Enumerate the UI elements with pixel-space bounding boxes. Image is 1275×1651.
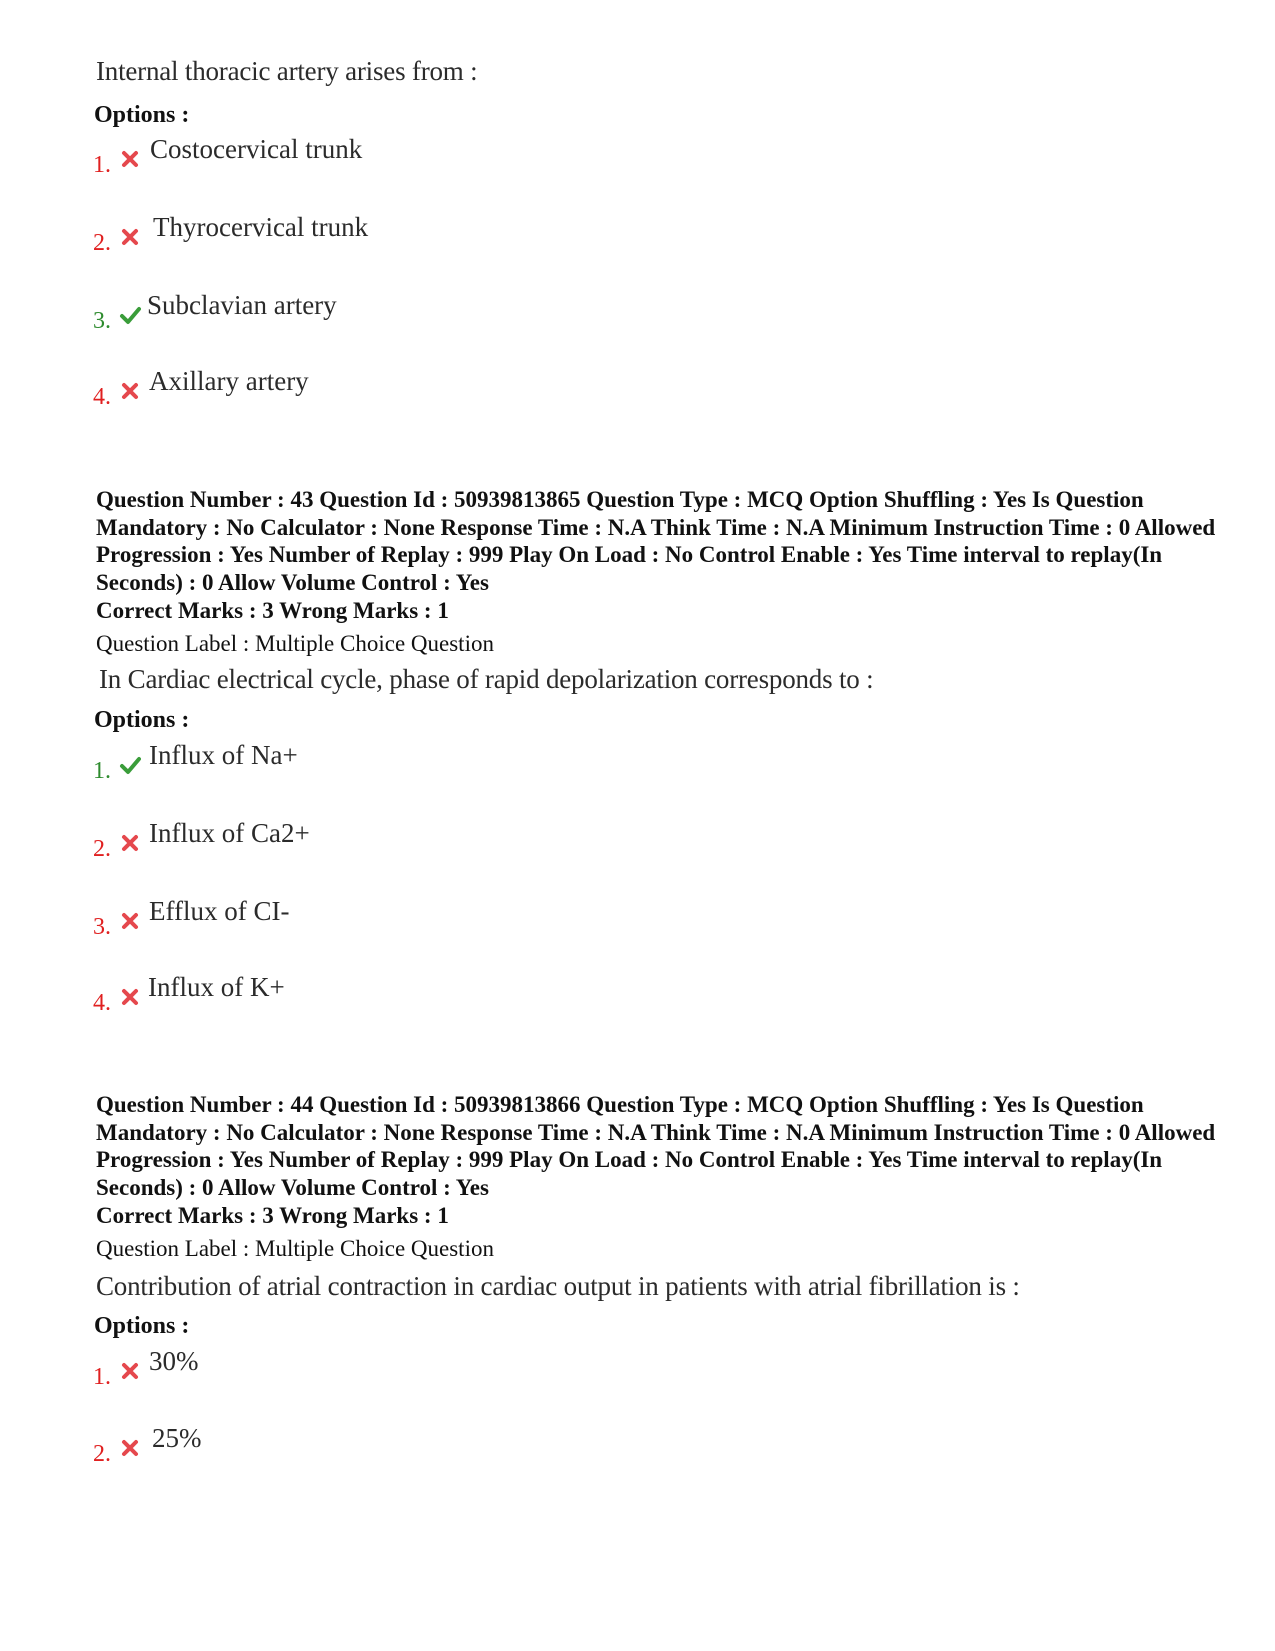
- check-icon: [119, 754, 141, 776]
- option-text: Influx of Ca2+: [149, 818, 310, 848]
- question-43-text: In Cardiac electrical cycle, phase of rapid depolarization corresponds to :: [99, 664, 874, 694]
- cross-icon: [119, 986, 141, 1008]
- question-44-meta: Question Number : 44 Question Id : 50939813866 Question Type : MCQ Option Shuffling : Yes Is Question Mandatory : No Calculator : None Response Time : N.A Think Time : N.A Minimum Instruction Time : 0 Allowed Progression : Yes Number of Replay : 999 Play On Load : No Control Enable : Yes Time interval to replay(In Seconds) : 0 Allow Volume Control : Yes: [96, 1092, 1216, 1200]
- cross-icon: [119, 226, 141, 248]
- question-44-label: Question Label : Multiple Choice Question: [96, 1236, 494, 1261]
- cross-icon: [119, 380, 141, 402]
- option-number: 3.: [93, 914, 111, 940]
- question-43-options-label: Options :: [94, 707, 190, 733]
- option-number: 2.: [93, 836, 111, 862]
- question-44-text: Contribution of atrial contraction in cardiac output in patients with atrial fibrillation is :: [96, 1271, 1020, 1301]
- option-number: 1.: [93, 1364, 111, 1390]
- cross-icon: [119, 832, 141, 854]
- option-text: Axillary artery: [149, 366, 309, 396]
- option-text: Influx of K+: [148, 972, 285, 1002]
- question-43-marks: Correct Marks : 3 Wrong Marks : 1: [96, 598, 449, 623]
- option-number: 4.: [93, 384, 111, 410]
- option-text: Subclavian artery: [147, 290, 337, 320]
- option-number: 3.: [93, 308, 111, 334]
- option-text: 25%: [152, 1423, 202, 1453]
- question-42-text: Internal thoracic artery arises from :: [96, 56, 478, 86]
- option-number: 2.: [93, 230, 111, 256]
- question-44-marks: Correct Marks : 3 Wrong Marks : 1: [96, 1203, 449, 1228]
- cross-icon: [119, 1437, 141, 1459]
- question-44-options-label: Options :: [94, 1313, 190, 1339]
- question-43-meta: Question Number : 43 Question Id : 50939813865 Question Type : MCQ Option Shuffling : Yes Is Question Mandatory : No Calculator : None Response Time : N.A Think Time : N.A Minimum Instruction Time : 0 Allowed Progression : Yes Number of Replay : 999 Play On Load : No Control Enable : Yes Time interval to replay(In Seconds) : 0 Allow Volume Control : Yes: [96, 487, 1216, 595]
- cross-icon: [119, 910, 141, 932]
- option-number: 1.: [93, 152, 111, 178]
- cross-icon: [119, 1360, 141, 1382]
- option-text: Costocervical trunk: [150, 134, 363, 164]
- option-number: 1.: [93, 758, 111, 784]
- option-text: 30%: [149, 1346, 199, 1376]
- option-number: 2.: [93, 1441, 111, 1467]
- question-43-label: Question Label : Multiple Choice Question: [96, 631, 494, 656]
- cross-icon: [119, 148, 141, 170]
- option-number: 4.: [93, 990, 111, 1016]
- question-42-options-label: Options :: [94, 102, 190, 128]
- option-text: Efflux of CI-: [149, 896, 290, 926]
- option-text: Thyrocervical trunk: [153, 212, 369, 242]
- option-text: Influx of Na+: [149, 740, 298, 770]
- check-icon: [119, 304, 141, 326]
